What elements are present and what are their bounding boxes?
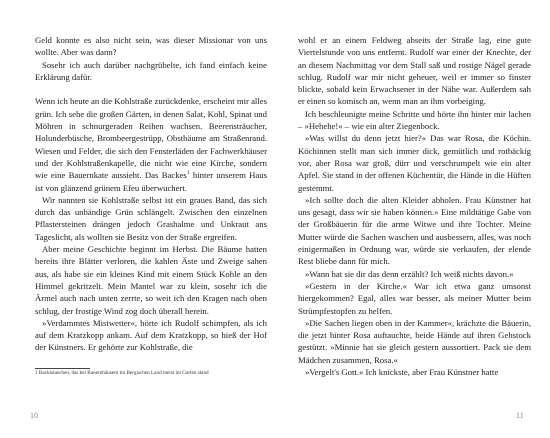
page-number: 10 [30,411,38,420]
paragraph [35,95,267,193]
right-page-body [298,34,531,378]
page-number: 11 [516,411,524,420]
section-break [35,83,267,95]
footnote: 1 Backhäuschen, das bei Bauernhäusern im Bergischen Land meist im Garten stand [35,370,209,376]
right-page [275,0,550,438]
paragraph: Aber meine Geschichte beginnt im Herbst. Die Bäume hatten bereits ihre Blätter verloren, die kahlen Äste und Zweige sahen aus, als habe sie ein kleines Kind mit einem Stück Kohle an den Himmel gekritzelt. Mein Mantel war zu klein, sosehr ich die Ärmel auch nach unten zerrte, so weit ich den Kragen nach oben schlug, der frostige Wind zog doch überall herein. [35,244,267,316]
paragraph: Geld konnte es also nicht sein, was dieser Missionar von uns wollte. Aber was dann? [35,35,267,58]
paragraph: Sosehr ich auch darüber nachgrübelte, ich fand einfach keine Erklärung dafür. [35,59,267,82]
paragraph: Wir nannten sie Kohlstraße selbst ist ein graues Band, das sich durch das unbändige Grün schlängelt. Zwischen den einzelnen Pflastersteinen drängen jedoch Grashalme und Unkraut ans Tageslicht, als wollten sie Besitz von der Straße ergreifen. [35,194,267,242]
paragraph: »Vergelt's Gott.« Ich knickste, aber Frau Künstner hatte [305,367,499,378]
paragraph: »Gestern in der Kirche.« War ich etwa ganz umsonst hiergekommen? Egal, alles war besser, als meiner Mutter beim Strümpfestopfen zu helfen. [298,280,531,316]
left-page-body [35,34,267,354]
paragraph: »Die Sachen liegen oben in der Kammer«, krächzte die Bäuerin, die jetzt hinter Rosa auftauchte, beide Hände auf ihren Gehstock gestützt. »Minnie hat sie gleich gestern aussortiert. Pack sie dem Mädchen zusammen, Rosa.« [298,317,531,365]
paragraph: »Wann hat sie dir das denn erzählt? Ich weiß nichts davon.« [305,268,514,279]
paragraph: »Was willst du denn jetzt hier?« Das war Rosa, die Köchin. Köchinnen stellt man sich immer dick, gemütlich und rotbäckig vor, aber Rosa war groß, dürr und verschrumpelt wie ein alter Apfel. Sie stand in der offenen Küchentür, die Hände in die Hüften gestemmt. [298,133,531,193]
paragraph: »Verdammtes Mistwetter«, hörte ich Rudolf schimpfen, als ich auf dem Kratzkopp ankam. Auf dem Kratzkopp, so hieß der Hof der Künstners. Er gehörte zur Kohlstraße, die [35,317,267,353]
paragraph-text: hinter unserem Haus ist von glänzend grünem Efeu überwuchert. [35,170,267,193]
paragraph: Ich beschleunigte meine Schritte und hörte ihn hinter mir lachen – »Hehehe!« – wie ein alter Ziegenbock. [298,108,531,132]
paragraph: wohl er an einem Feldweg abseits der Straße lag, eine gute Viertelstunde von uns entfernt. Rudolf war einer der Knechte, der an diesem Nachmittag vor dem Stall saß und rostige Nägel gerade schlug. Rudolf war mir nicht geheuer, weil er immer so finster blickte, sobald kein Erwachsener in der Nähe war. Außerdem sah er einen so komisch an, wenn man an ihm vorbeiging. [298,35,531,107]
footnote-marker: 1 [186,170,190,177]
paragraph-text: Wenn ich heute an die Kohlstraße zurückdenke, erscheint mir alles grün. Ich sehe die großen Gärten, in denen Salat, Kohl, Spinat und Möhren in schnurgeraden Reihen wachsen. Beerensträucher, Holunderbüsche, Brombeergestrüpp, Obstbäume am Straßenrand. Wiesen und Felder, die sich den Fensterläden der Fachwerkhäuser und der Kohlstraßenkapelle, die nicht wie eine Kirche, sondern wie eine Bauernkate aussieht. Das Backes [35,96,267,181]
paragraph: »Ich sollte doch die alten Kleider abholen. Frau Künstner hat uns gesagt, dass wir sie haben können.« Eine mildtätige Gabe von der Großbäuerin für die arme Witwe und ihre Tochter. Meine Mutter würde die Sachen waschen und ausbessern, alles, was noch einigermaßen in Ordnung war, würde sie verkaufen, der elende Rest bliebe dann für mich. [298,194,531,267]
footnote-rule [35,368,90,369]
